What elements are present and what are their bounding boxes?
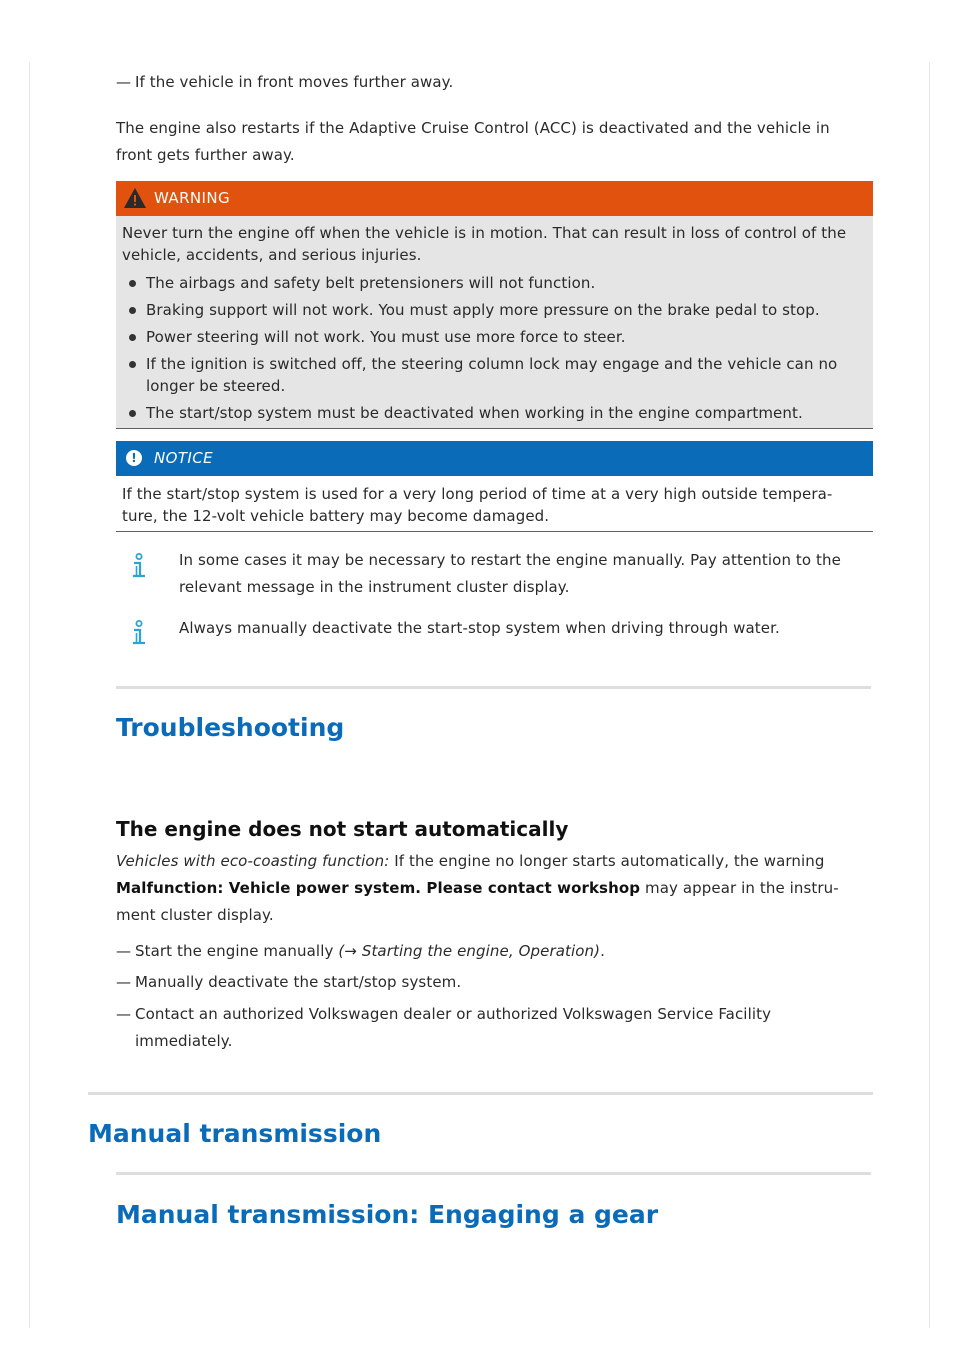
notice-text-line1: If the start/stop system is used for a very long period of time at a very high outside tempera- [122,485,833,503]
eco-coasting-label: Vehicles with eco-coasting function: [116,852,390,870]
warning-text-line2: vehicle, accidents, and serious injuries. [122,246,422,264]
warning-bullet: The start/stop system must be deactivated when working in the engine compartment. [146,404,803,422]
section-heading-engaging-gear: Manual transmission: Engaging a gear [116,1200,659,1229]
malfunction-message: Malfunction: Vehicle power system. Please contact workshop [116,879,641,897]
tip-2-line1: Always manually deactivate the start-stop system when driving through water. [179,619,780,637]
section-divider [116,686,871,689]
step-1-text: Start the engine manually [135,942,339,960]
paragraph-text: If the engine no longer starts automatically, the warning [389,852,825,870]
bullet-icon [129,410,136,417]
section-divider [116,1172,871,1175]
intro-dash-item: If the vehicle in front moves further away. [135,73,454,91]
dash-marker: — [116,973,131,991]
warning-bullet-continued: longer be steered. [146,377,286,395]
info-tip-icon [130,620,148,646]
troubleshooting-paragraph-line2 [116,875,839,901]
troubleshooting-paragraph-line3: ment cluster display. [116,906,274,924]
tip-1-line2: relevant message in the instrument cluster display. [179,578,570,596]
warning-triangle-icon [123,187,147,209]
notice-body [116,476,873,532]
paragraph-text: may appear in the instru- [640,879,839,897]
exclamation-icon: ! [126,450,142,466]
warning-body [116,216,873,429]
intro-paragraph-line2: front gets further away. [116,146,295,164]
bullet-icon [129,307,136,314]
step-2: Manually deactivate the start/stop system. [135,973,462,991]
bullet-icon [129,361,136,368]
info-tip-icon [130,553,148,579]
section-heading-troubleshooting: Troubleshooting [116,713,345,742]
bullet-icon [129,334,136,341]
step-1 [135,938,605,964]
cross-reference-link[interactable]: (→ Starting the engine, Operation) [338,942,601,960]
chapter-heading-manual-transmission: Manual transmission [88,1119,382,1148]
step-3-line2: immediately. [135,1032,233,1050]
subheading-engine-not-start: The engine does not start automatically [116,817,569,841]
step-1-end: . [600,942,605,960]
dash-marker: — [116,942,131,960]
notice-label: NOTICE [154,449,213,467]
page-margin-line-right [929,62,930,1328]
warning-text-line1: Never turn the engine off when the vehicle is in motion. That can result in loss of control of the [122,224,847,242]
bullet-icon [129,280,136,287]
dash-marker: — [116,1005,131,1023]
dash-marker: — [116,73,131,91]
tip-1-line1: In some cases it may be necessary to restart the engine manually. Pay attention to the [179,551,841,569]
troubleshooting-paragraph-line1 [116,848,824,874]
warning-header [116,181,873,216]
warning-label: WARNING [154,189,230,207]
notice-header [116,441,873,476]
intro-paragraph-line1: The engine also restarts if the Adaptive Cruise Control (ACC) is deactivated and the vehicle in [116,119,830,137]
warning-bullet: If the ignition is switched off, the steering column lock may engage and the vehicle can no [146,355,838,373]
chapter-divider [88,1092,873,1095]
notice-text-line2: ture, the 12-volt vehicle battery may become damaged. [122,507,550,525]
step-3-line1: Contact an authorized Volkswagen dealer or authorized Volkswagen Service Facility [135,1005,772,1023]
page-margin-line-left [29,62,30,1328]
warning-bullet: Power steering will not work. You must use more force to steer. [146,328,626,346]
warning-bullet: The airbags and safety belt pretensioners will not function. [146,274,596,292]
warning-bullet: Braking support will not work. You must apply more pressure on the brake pedal to stop. [146,301,820,319]
